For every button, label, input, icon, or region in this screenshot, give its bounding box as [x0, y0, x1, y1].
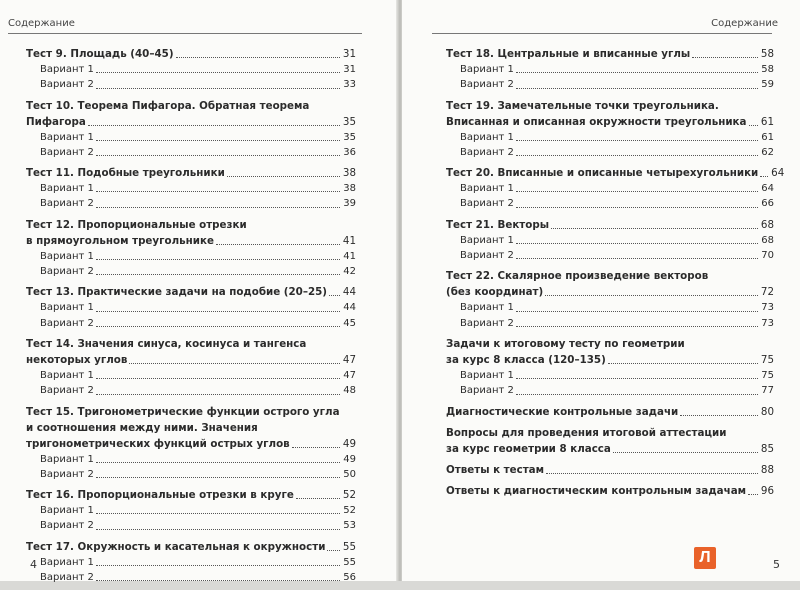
toc-entry-title: [26, 165, 356, 181]
variant-label: Вариант 1: [40, 250, 94, 262]
variant-label: Вариант 1: [460, 183, 514, 195]
toc-entry: [446, 46, 774, 93]
page-number: 5: [773, 558, 780, 571]
dot-leader: [613, 452, 758, 453]
toc-page-number: 64: [761, 183, 774, 195]
variant-label: Вариант 1: [460, 302, 514, 314]
toc-variant-row: [446, 248, 774, 263]
toc-variant-row: [446, 77, 774, 92]
toc-entry: [26, 487, 356, 534]
variant-label: Вариант 1: [40, 131, 94, 143]
dot-leader: [516, 191, 758, 192]
toc-variant-row: [26, 249, 356, 264]
toc-variant-row: [26, 518, 356, 533]
toc-page-number: 31: [343, 64, 356, 75]
toc-page-number: 39: [343, 198, 356, 210]
toc-entry-title-line: Тест 14. Значения синуса, косинуса и тангенса: [26, 337, 307, 350]
dot-leader: [551, 228, 758, 229]
dot-leader: [96, 513, 340, 514]
toc-page-number: 47: [342, 353, 356, 366]
toc-entry-title: [26, 352, 356, 368]
dot-leader: [96, 565, 340, 566]
dot-leader: [327, 550, 340, 551]
toc-variant-row: [446, 181, 774, 196]
toc-page-number: 77: [761, 385, 774, 397]
toc-entry-title-line: Вписанная и описанная окружности треугольника: [446, 115, 747, 128]
variant-label: Вариант 1: [460, 369, 514, 381]
variant-label: Вариант 2: [40, 385, 94, 397]
dot-leader: [96, 394, 340, 395]
dot-leader: [296, 498, 340, 499]
toc-entry: [446, 404, 774, 420]
variant-label: Вариант 2: [40, 198, 94, 210]
left-page: [0, 0, 398, 584]
dot-leader: [516, 378, 758, 379]
variant-label: Вариант 2: [460, 385, 514, 397]
toc-entry-title: [446, 114, 774, 130]
variant-label: Вариант 1: [40, 183, 94, 195]
dot-leader: [748, 494, 758, 495]
dot-leader: [760, 176, 768, 177]
toc-entry-title-line: Тест 19. Замечательные точки треугольника.: [446, 99, 719, 112]
toc-page-number: 73: [761, 317, 774, 329]
toc-entry-title-line: Тест 12. Пропорциональные отрезки: [26, 218, 247, 231]
dot-leader: [516, 326, 758, 327]
toc-page-number: 35: [343, 131, 356, 143]
toc-variant-row: [26, 570, 356, 585]
dot-leader: [516, 207, 758, 208]
toc-entry: [446, 483, 774, 499]
toc-entry: [26, 284, 356, 331]
dot-leader: [546, 473, 758, 474]
dot-leader: [692, 57, 758, 58]
toc-entry-title-line: в прямоугольном треугольнике: [26, 234, 214, 247]
toc-entry-title: [26, 233, 356, 249]
toc-entry-title: [26, 436, 356, 452]
toc-entry-title: [446, 404, 774, 420]
dot-leader: [96, 259, 340, 260]
variant-label: Вариант 1: [40, 505, 94, 517]
toc-page-number: 31: [342, 48, 356, 60]
variant-label: Вариант 2: [460, 146, 514, 158]
variant-label: Вариант 1: [460, 234, 514, 246]
toc-page-number: 41: [343, 250, 356, 262]
dot-leader: [516, 88, 758, 89]
variant-label: Вариант 1: [460, 131, 514, 143]
toc-variant-row: [26, 368, 356, 383]
toc-variant-row: [446, 300, 774, 315]
toc-page-number: 62: [761, 146, 774, 158]
toc-entry-title-line: Вопросы для проведения итоговой аттестации: [446, 426, 727, 439]
toc-page-number: 55: [342, 540, 356, 553]
toc-entry-title-line: Тест 9. Площадь (40–45): [26, 48, 174, 60]
header-rule: [8, 33, 362, 34]
toc-entry-title-line: тригонометрических функций острых углов: [26, 437, 290, 450]
dot-leader: [292, 447, 340, 448]
variant-label: Вариант 1: [460, 64, 514, 75]
dot-leader: [96, 311, 340, 312]
dot-leader: [516, 311, 758, 312]
toc-entry-title: [446, 46, 774, 62]
toc-entry-title: [446, 217, 774, 233]
toc-entry-title-line: Тест 20. Вписанные и описанные четырехугольники: [446, 167, 759, 180]
toc-page-number: 59: [761, 79, 774, 91]
dot-leader: [96, 477, 340, 478]
toc-page-number: 38: [342, 167, 356, 180]
dot-leader: [176, 57, 340, 58]
toc-entry: [26, 165, 356, 212]
toc-entry-title-line: Ответы к тестам: [446, 463, 545, 476]
toc-page-number: 75: [760, 353, 774, 366]
toc-variant-row: [26, 555, 356, 570]
toc-entry: [26, 336, 356, 399]
toc-page-number: 47: [343, 369, 356, 381]
toc-variant-row: [446, 368, 774, 383]
toc-entry-title-line: некоторых углов: [26, 353, 128, 366]
toc-variant-row: [26, 264, 356, 279]
dot-leader: [516, 72, 758, 73]
header-rule: [432, 33, 772, 34]
toc-entry: [26, 217, 356, 280]
variant-label: Вариант 2: [40, 79, 94, 91]
toc-page-number: 49: [343, 453, 356, 465]
toc-page-number: 44: [342, 286, 356, 299]
running-header: Содержание: [8, 18, 75, 29]
variant-label: Вариант 2: [40, 146, 94, 158]
toc-variant-row: [26, 77, 356, 92]
toc-list: [26, 46, 356, 590]
toc-page-number: 45: [343, 317, 356, 329]
dot-leader: [516, 243, 758, 244]
toc-variant-row: [26, 383, 356, 398]
variant-label: Вариант 2: [460, 198, 514, 210]
toc-page-number: 58: [760, 48, 774, 60]
toc-entry: [446, 217, 774, 264]
variant-label: Вариант 1: [40, 369, 94, 381]
toc-page-number: 50: [343, 468, 356, 480]
toc-variant-row: [446, 145, 774, 160]
right-page: [402, 0, 800, 581]
toc-page-number: 52: [342, 489, 356, 502]
dot-leader: [129, 363, 340, 364]
toc-page-number: 68: [760, 218, 774, 231]
running-header: Содержание: [711, 18, 778, 29]
variant-label: Вариант 1: [40, 453, 94, 465]
toc-page-number: 33: [343, 79, 356, 91]
toc-page-number: 61: [761, 131, 774, 143]
toc-variant-row: [26, 196, 356, 211]
dot-leader: [96, 462, 340, 463]
toc-entry-title-line: Тест 22. Скалярное произведение векторов: [446, 270, 709, 283]
dot-leader: [516, 258, 758, 259]
page-number: 4: [30, 558, 37, 571]
toc-entry-title-line: Задачи к итоговому тесту по геометрии: [446, 337, 685, 350]
toc-page-number: 53: [343, 520, 356, 532]
toc-variant-row: [446, 130, 774, 145]
toc-entry-title-line: Тест 18. Центральные и вписанные углы: [446, 48, 691, 60]
toc-variant-row: [26, 130, 356, 145]
variant-label: Вариант 1: [40, 302, 94, 314]
toc-variant-row: [26, 300, 356, 315]
dot-leader: [96, 72, 340, 73]
dot-leader: [88, 125, 340, 126]
toc-page-number: 49: [342, 437, 356, 450]
dot-leader: [516, 155, 758, 156]
toc-entry-title-line: Тест 13. Практические задачи на подобие (20–25): [26, 286, 328, 299]
dot-leader: [216, 244, 340, 245]
variant-label: Вариант 2: [460, 79, 514, 91]
toc-page-number: 41: [342, 234, 356, 247]
dot-leader: [545, 295, 758, 296]
dot-leader: [96, 378, 340, 379]
logo-letter: Л: [699, 549, 711, 566]
toc-page-number: 56: [343, 572, 356, 584]
variant-label: Вариант 1: [40, 64, 94, 75]
toc-page-number: 68: [761, 234, 774, 246]
toc-variant-row: [26, 145, 356, 160]
toc-entry-title: [446, 165, 785, 181]
toc-page-number: 75: [761, 369, 774, 381]
toc-page-number: 55: [343, 556, 356, 568]
toc-entry-title-line: Тест 21. Векторы: [446, 218, 550, 231]
dot-leader: [516, 140, 758, 141]
toc-entry-title: [446, 483, 774, 499]
toc-entry-title-line: Тест 11. Подобные треугольники: [26, 167, 225, 180]
toc-entry-title: [446, 352, 774, 368]
toc-entry: [446, 425, 774, 457]
dot-leader: [329, 295, 340, 296]
toc-variant-row: [446, 62, 774, 77]
toc-entry-title-line: Пифагора: [26, 115, 86, 128]
publisher-logo-icon: [694, 547, 716, 569]
toc-page-number: 61: [760, 115, 774, 128]
toc-entry-title-line: Тест 17. Окружность и касательная к окружности: [26, 540, 326, 553]
toc-page-number: 88: [760, 463, 774, 476]
dot-leader: [96, 88, 340, 89]
toc-entry-title-line: (без координат): [446, 286, 544, 299]
toc-variant-row: [26, 452, 356, 467]
toc-entry-title-line: за курс 8 класса (120–135): [446, 353, 606, 366]
toc-entry-title: [446, 462, 774, 478]
dot-leader: [96, 191, 340, 192]
toc-entry-title: [26, 114, 356, 130]
toc-entry: [26, 98, 356, 161]
toc-entry: [26, 539, 356, 586]
toc-page-number: 36: [343, 146, 356, 158]
toc-page-number: 70: [761, 250, 774, 262]
toc-list: [446, 46, 785, 504]
toc-entry: [446, 165, 785, 212]
dot-leader: [96, 529, 340, 530]
toc-entry: [446, 268, 774, 331]
toc-page-number: 58: [761, 64, 774, 75]
toc-page-number: 85: [760, 442, 774, 455]
toc-entry-title-line: и соотношения между ними. Значения: [26, 421, 258, 434]
toc-entry-title-line: Тест 16. Пропорциональные отрезки в круге: [26, 489, 294, 502]
toc-entry-title: [26, 46, 356, 62]
toc-page-number: 64: [771, 167, 785, 180]
toc-entry-title: [26, 284, 356, 300]
toc-page-number: 44: [343, 302, 356, 314]
toc-entry-title: [26, 539, 356, 555]
toc-entry-title-line: Диагностические контрольные задачи: [446, 405, 679, 418]
toc-page-number: 35: [342, 115, 356, 128]
toc-variant-row: [446, 316, 774, 331]
toc-page-number: 38: [343, 183, 356, 195]
toc-entry-title-line: за курс геометрии 8 класса: [446, 442, 611, 455]
toc-variant-row: [26, 316, 356, 331]
variant-label: Вариант 2: [460, 317, 514, 329]
dot-leader: [227, 176, 340, 177]
variant-label: Вариант 2: [40, 266, 94, 278]
toc-variant-row: [26, 467, 356, 482]
toc-entry-title-line: Тест 15. Тригонометрические функции острого угла: [26, 405, 340, 418]
dot-leader: [96, 326, 340, 327]
toc-page-number: 52: [343, 505, 356, 517]
toc-page-number: 73: [761, 302, 774, 314]
toc-entry-title: [446, 284, 774, 300]
dot-leader: [96, 274, 340, 275]
toc-page-number: 80: [760, 405, 774, 418]
variant-label: Вариант 1: [40, 556, 94, 568]
dot-leader: [680, 415, 758, 416]
dot-leader: [96, 140, 340, 141]
variant-label: Вариант 2: [40, 317, 94, 329]
toc-variant-row: [446, 196, 774, 211]
toc-entry: [446, 98, 774, 161]
toc-entry-title: [446, 441, 774, 457]
toc-page-number: 66: [761, 198, 774, 210]
variant-label: Вариант 2: [40, 520, 94, 532]
variant-label: Вариант 2: [40, 468, 94, 480]
toc-variant-row: [446, 233, 774, 248]
toc-variant-row: [26, 503, 356, 518]
dot-leader: [96, 155, 340, 156]
toc-entry: [446, 462, 774, 478]
toc-entry-title-line: Ответы к диагностическим контрольным задачам: [446, 484, 747, 497]
variant-label: Вариант 2: [40, 572, 94, 584]
toc-entry: [26, 46, 356, 93]
variant-label: Вариант 2: [460, 250, 514, 262]
dot-leader: [608, 363, 758, 364]
toc-page-number: 48: [343, 385, 356, 397]
toc-entry: [26, 404, 356, 483]
toc-variant-row: [446, 383, 774, 398]
toc-entry: [446, 336, 774, 399]
toc-variant-row: [26, 181, 356, 196]
dot-leader: [96, 207, 340, 208]
toc-variant-row: [26, 62, 356, 77]
toc-page-number: 96: [760, 484, 774, 497]
toc-page-number: 72: [760, 286, 774, 299]
toc-entry-title: [26, 487, 356, 503]
dot-leader: [749, 125, 759, 126]
dot-leader: [516, 394, 758, 395]
toc-entry-title-line: Тест 10. Теорема Пифагора. Обратная теорема: [26, 99, 310, 112]
toc-page-number: 42: [343, 266, 356, 278]
